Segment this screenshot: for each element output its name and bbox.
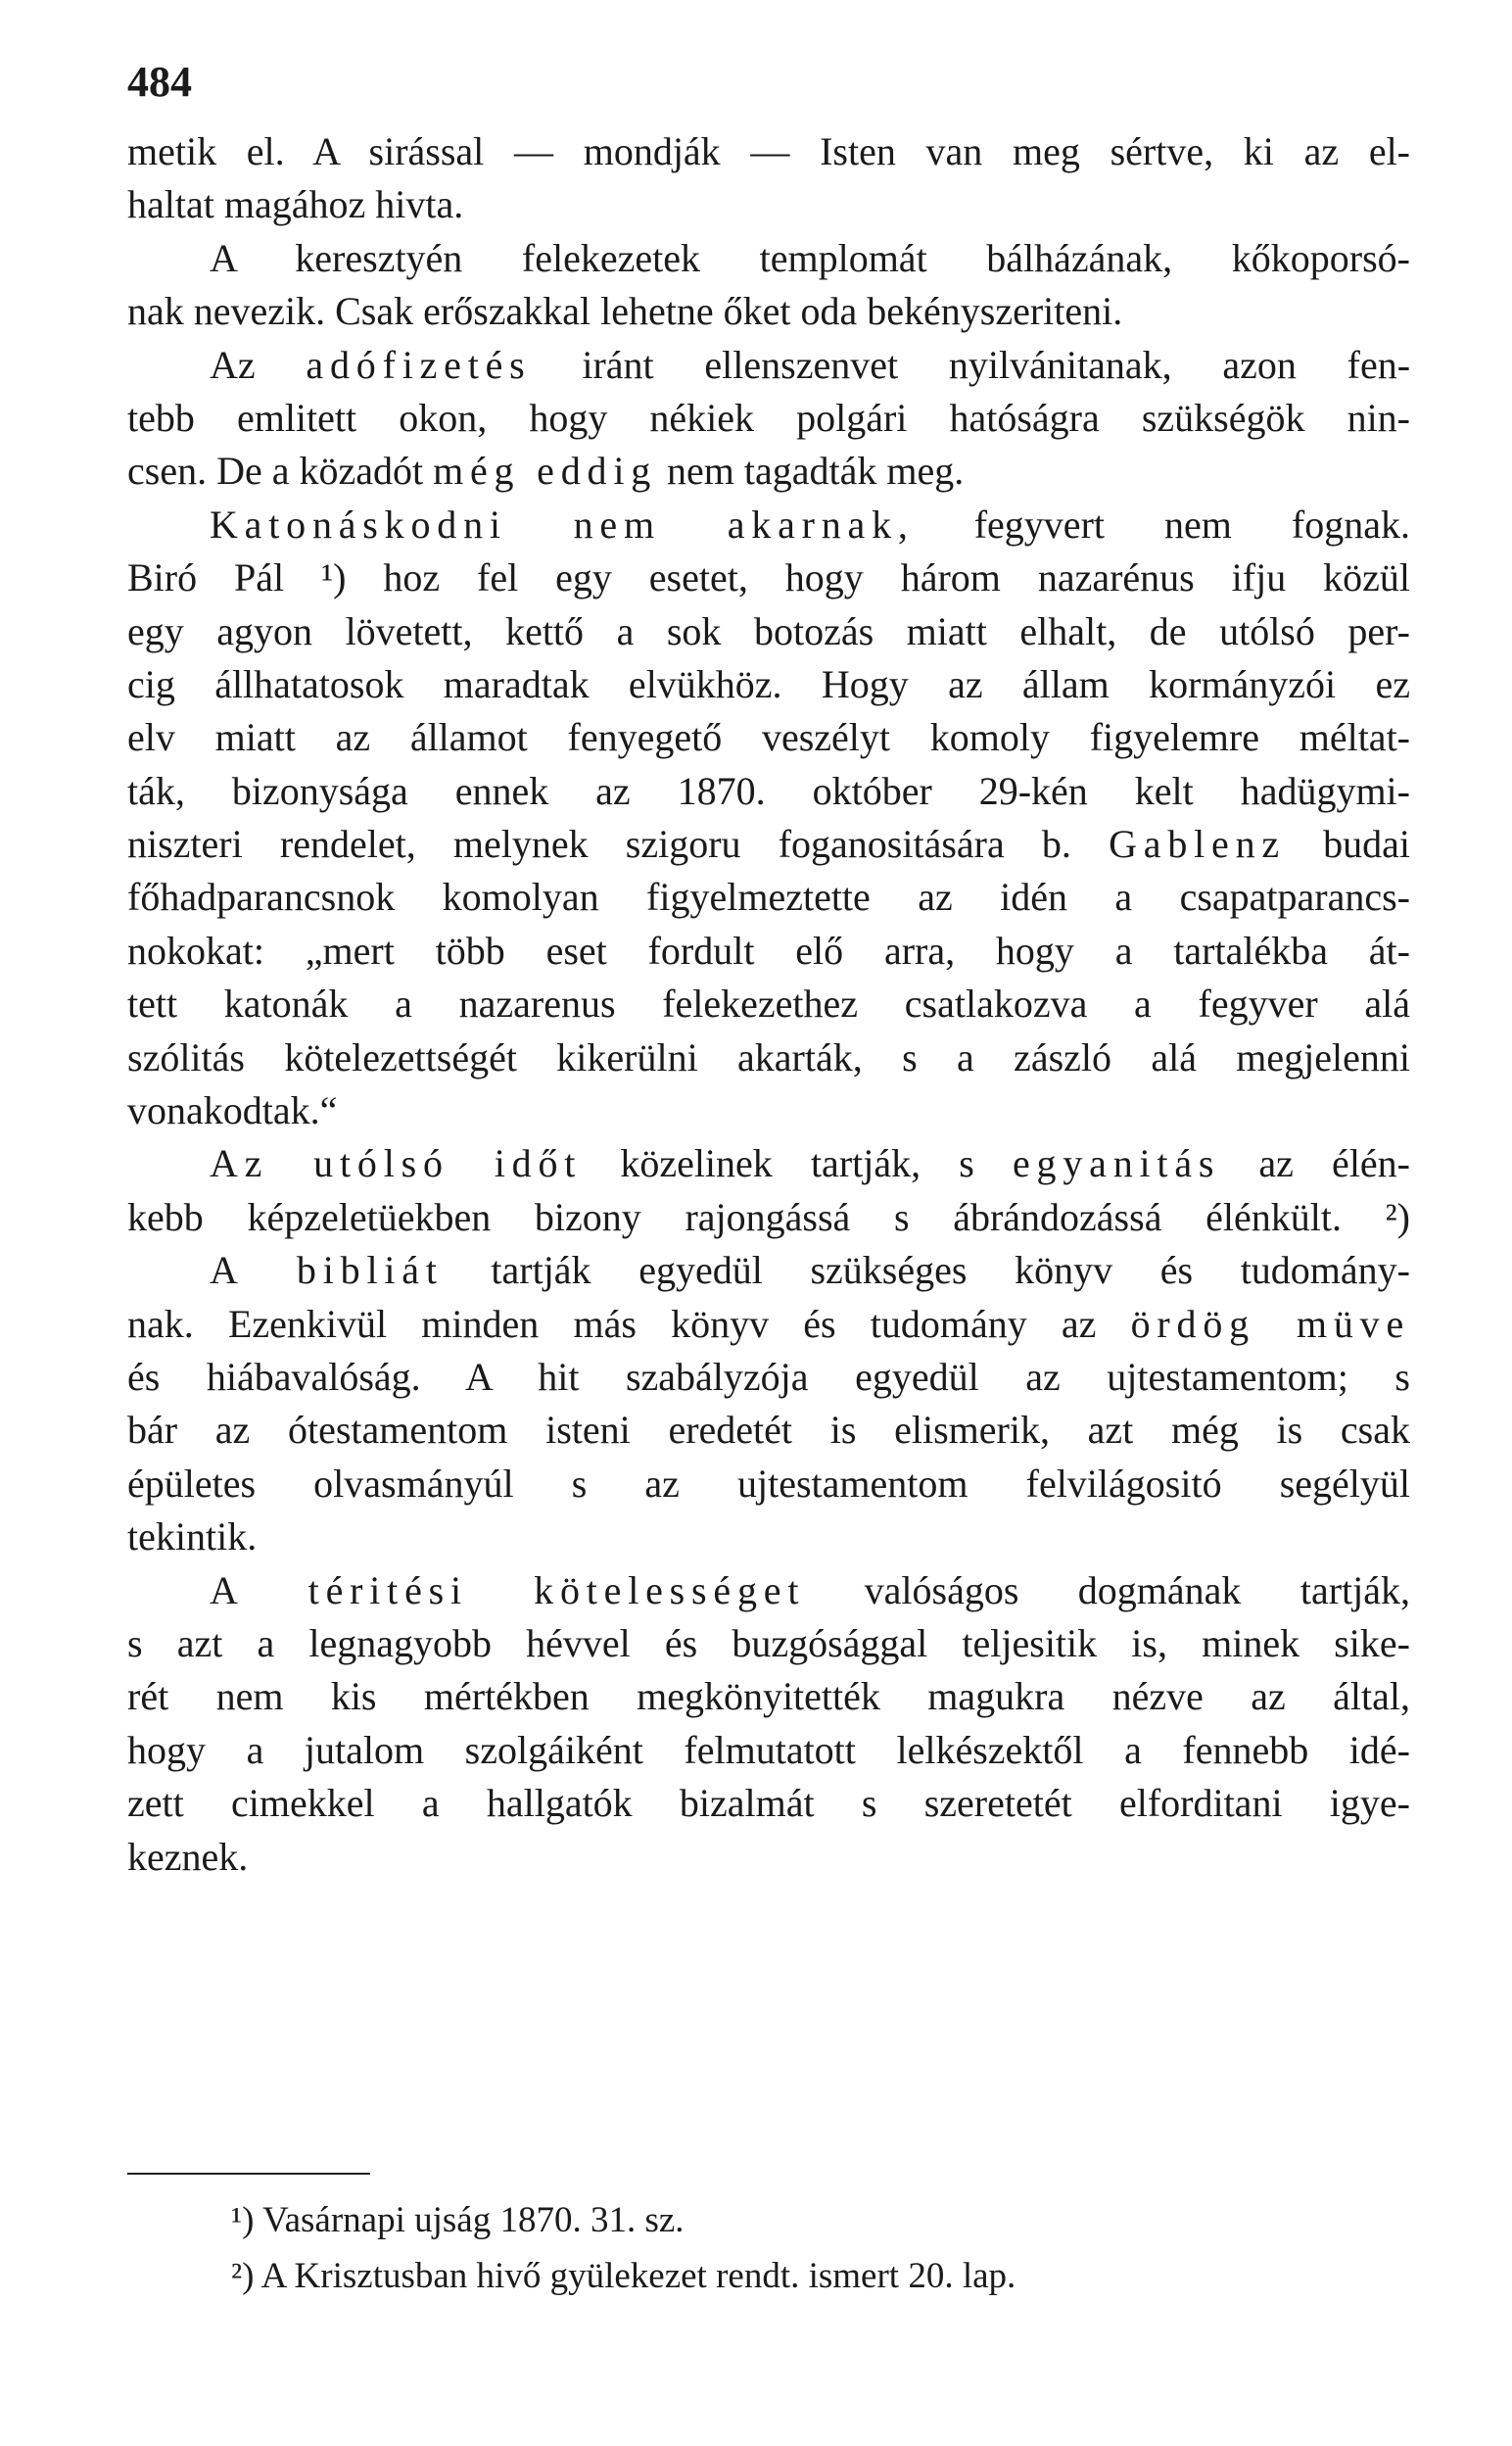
line-segment: csen. De a közadót: [127, 449, 424, 494]
line-segment: hogy a jutalom szolgáiként felmutatott lelkészektől a fennebb idé-: [127, 1727, 1410, 1772]
spaced-emphasis: A téritési kötelességet: [210, 1567, 806, 1612]
text-line: [127, 1137, 1410, 1190]
line-segment: és hiábavalóság. A hit szabályzója egyedül az ujtestamentom; s: [127, 1354, 1410, 1399]
body-text: [127, 125, 1410, 1884]
line-segment: nak nevezik. Csak erőszakkal lehetne őket oda bekényszeriteni.: [127, 289, 1123, 334]
line-segment: az élén-: [1258, 1141, 1411, 1186]
line-segment: bár az ótestamentom isteni eredetét is elismerik, azt még is csak: [127, 1408, 1410, 1453]
line-segment: keznek.: [127, 1834, 249, 1879]
text-line: [127, 1511, 1410, 1563]
text-line: [127, 499, 1410, 552]
page-number: 484: [127, 58, 192, 106]
text-line: [127, 605, 1410, 658]
text-line: [127, 1298, 1410, 1351]
line-segment: rét nem kis mértékben megkönyitették magukra nézve az által,: [127, 1674, 1410, 1719]
line-segment: nokokat: „mert több eset fordult elő arra, hogy a tartalékba át-: [127, 928, 1410, 973]
line-segment: szólitás kötelezettségét kikerülni akarták, s a zászló alá megjelenni: [127, 1034, 1410, 1079]
line-segment: budai: [1323, 822, 1410, 867]
text-line: [127, 232, 1410, 285]
spaced-emphasis: adófizetés: [306, 342, 532, 387]
line-segment: tekintik.: [127, 1514, 258, 1559]
spaced-emphasis: Az utólsó időt: [210, 1141, 583, 1186]
line-segment: Az: [210, 342, 256, 387]
line-segment: fegyvert nem fognak.: [973, 502, 1410, 547]
line-segment: iránt ellenszenvet nyilvánitanak, azon fen-: [582, 342, 1411, 387]
spaced-emphasis: Katonáskodni nem akarnak,: [210, 502, 915, 547]
text-line: [127, 339, 1410, 392]
line-segment: nem tagadták meg.: [667, 449, 965, 494]
text-line: [127, 711, 1410, 764]
line-segment: tebb emlitett okon, hogy nékiek polgári hatóságra szükségök nin-: [127, 395, 1410, 440]
line-segment: egy agyon lövetett, kettő a sok botozás miatt elhalt, de utólsó per-: [127, 608, 1410, 653]
text-line: [127, 1244, 1410, 1297]
text-line: [127, 552, 1410, 604]
text-line: [127, 1351, 1410, 1404]
text-line: [127, 1458, 1410, 1511]
line-segment: közelinek tartják, s: [620, 1141, 974, 1186]
text-line: [127, 392, 1410, 445]
line-segment: haltat magához hivta.: [127, 182, 464, 227]
text-line: [127, 1777, 1410, 1830]
line-segment: metik el. A sirással — mondják — Isten van meg sértve, ki az el-: [127, 129, 1410, 173]
line-segment: cig állhatatosok maradtak elvükhöz. Hogy az állam kormányzói ez: [127, 661, 1410, 706]
line-segment: zett cimekkel a hallgatók bizalmát s szeretetét elforditani igye-: [127, 1781, 1410, 1826]
text-line: [127, 1617, 1410, 1670]
line-segment: niszteri rendelet, melynek szigoru foganositására b.: [127, 822, 1071, 867]
line-segment: kebb képzeletüekben bizony rajongássá s ábrándozássá élénkült. ²): [127, 1194, 1410, 1239]
text-line: [127, 125, 1410, 178]
line-segment: vonakodtak.“: [127, 1088, 338, 1133]
text-line: [127, 1031, 1410, 1084]
spaced-emphasis: egyanitás: [1012, 1141, 1221, 1186]
text-line: [127, 1084, 1410, 1137]
spaced-emphasis: A bibliát: [210, 1248, 444, 1293]
text-line: [127, 818, 1410, 871]
text-line: [127, 925, 1410, 978]
line-segment: tett katonák a nazarenus felekezethez csatlakozva a fegyver alá: [127, 982, 1410, 1027]
text-line: [127, 1724, 1410, 1777]
text-line: [127, 1670, 1410, 1723]
spaced-emphasis: ördög müve: [1130, 1301, 1410, 1346]
text-line: [127, 978, 1410, 1031]
footnote-rule: [127, 2173, 370, 2175]
spaced-emphasis: még eddig: [433, 449, 658, 494]
line-segment: tartják egyedül szükséges könyv és tudomány-: [491, 1248, 1410, 1293]
line-segment: elv miatt az államot fenyegető veszélyt komoly figyelemre méltat-: [127, 715, 1410, 760]
line-segment: épületes olvasmányúl s az ujtestamentom felvilágositó segélyül: [127, 1461, 1410, 1506]
text-line: [127, 1564, 1410, 1617]
line-segment: ták, bizonysága ennek az 1870. október 29-kén kelt hadügymi-: [127, 768, 1410, 813]
text-line: [127, 658, 1410, 711]
text-line: [127, 1404, 1410, 1457]
text-line: [127, 871, 1410, 924]
text-line: [127, 1191, 1410, 1244]
line-segment: nak. Ezenkivül minden más könyv és tudomány az: [127, 1301, 1097, 1346]
footnote-2: ²) A Krisztusban hivő gyülekezet rendt. ismert 20. lap.: [231, 2256, 1016, 2296]
line-segment: A keresztyén felekezetek templomát bálházának, kőkoporsó-: [210, 235, 1410, 280]
line-segment: főhadparancsnok komolyan figyelmeztette az idén a csapatparancs-: [127, 875, 1410, 920]
text-line: [127, 1831, 1410, 1884]
text-line: [127, 178, 1410, 231]
line-segment: s azt a legnagyobb hévvel és buzgósággal teljesitik is, minek sike-: [127, 1620, 1410, 1665]
text-line: [127, 445, 1410, 498]
footnote-1: ¹) Vasárnapi ujság 1870. 31. sz.: [231, 2200, 685, 2240]
line-segment: Biró Pál ¹) hoz fel egy esetet, hogy három nazarénus ifju közül: [127, 555, 1410, 600]
line-segment: valóságos dogmának tartják,: [864, 1567, 1410, 1612]
text-line: [127, 285, 1410, 338]
spaced-emphasis: Gablenz: [1109, 822, 1286, 867]
text-line: [127, 765, 1410, 818]
